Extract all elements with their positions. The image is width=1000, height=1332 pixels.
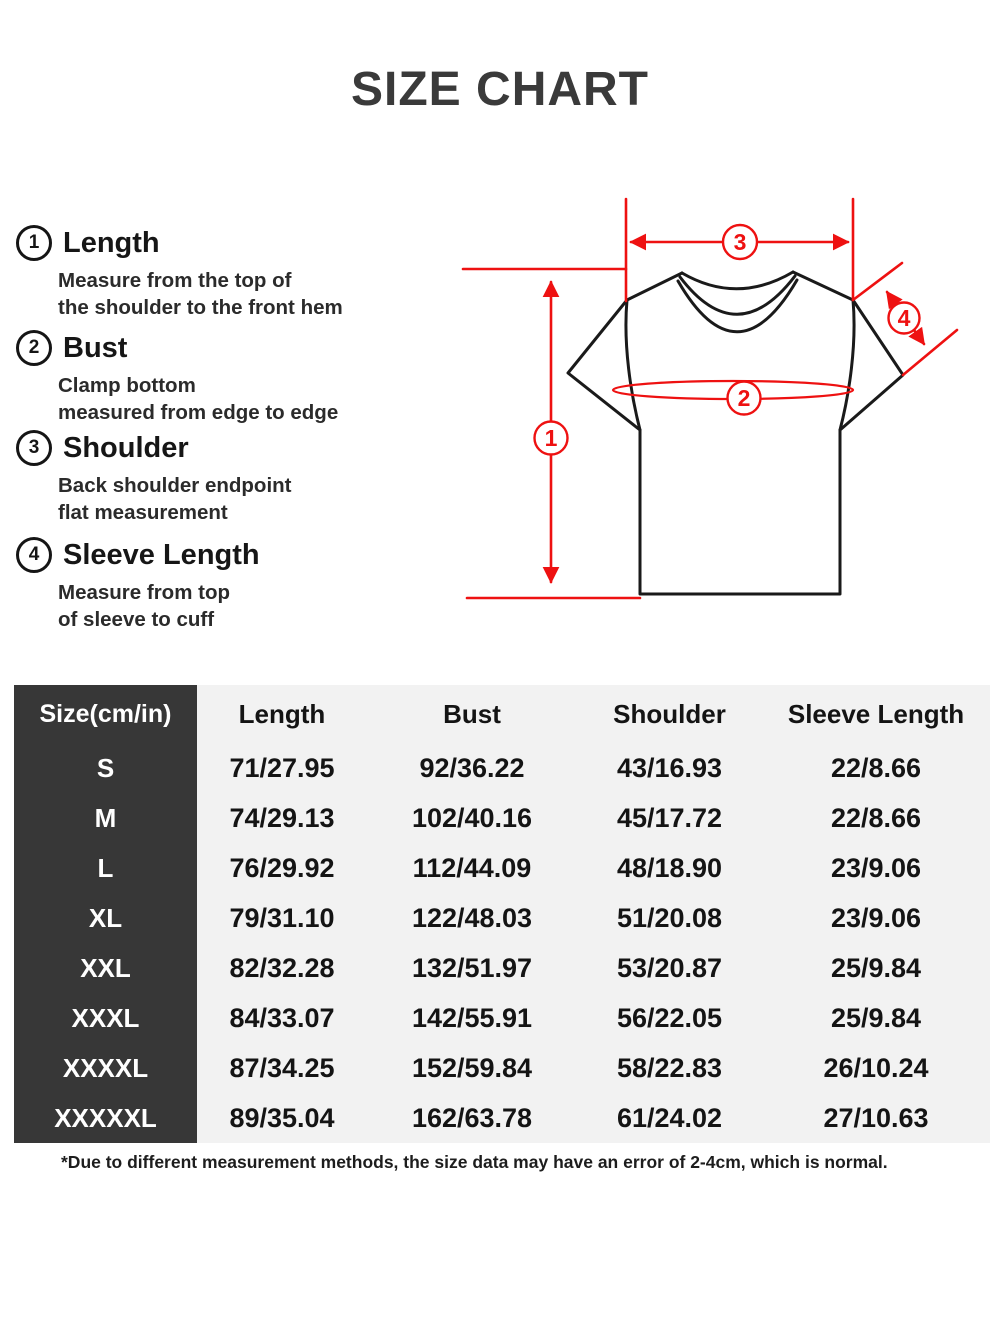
size-label: XL	[14, 893, 197, 943]
column-header-bust: Bust	[443, 698, 501, 729]
column-header-size: Size(cm/in)	[14, 685, 197, 743]
table-cell: 102/40.16	[411, 802, 533, 833]
table-cell: 89/35.04	[229, 1102, 335, 1133]
measurement-lines	[463, 199, 957, 598]
measurement-error-footnote: *Due to different measurement methods, the size data may have an error of 2-4cm, which is normal.	[61, 1152, 888, 1172]
table-cell: 74/29.13	[229, 802, 335, 833]
table-cell: 23/9.06	[830, 852, 922, 883]
table-cell: 76/29.92	[229, 852, 335, 883]
instruction-description: Clamp bottom measured from edge to edge	[58, 374, 339, 424]
table-cell: 51/20.08	[616, 902, 723, 933]
marker-number-shoulder: 3	[733, 229, 747, 255]
table-cell: 58/22.83	[616, 1052, 723, 1083]
table-cell: 25/9.84	[830, 1002, 922, 1033]
column-header-sleeve-length: Sleeve Length	[787, 698, 965, 729]
size-label: XXXXL	[14, 1043, 197, 1093]
table-cell: 142/55.91	[411, 1002, 533, 1033]
table-cell: 53/20.87	[616, 952, 723, 983]
sleeve-extension-line-bottom	[903, 330, 957, 375]
table-cell: 22/8.66	[830, 802, 922, 833]
column-header-length: Length	[238, 698, 326, 729]
table-cell: 71/27.95	[229, 752, 335, 783]
marker-number-bust: 2	[737, 385, 751, 411]
instruction-bust	[16, 330, 436, 426]
instruction-length	[16, 225, 436, 321]
table-cell: 82/32.28	[229, 952, 335, 983]
size-label: XXXXXL	[14, 1093, 197, 1143]
size-table	[14, 685, 990, 1143]
size-label: L	[14, 843, 197, 893]
table-cell: 48/18.90	[616, 852, 723, 883]
table-cell: 45/17.72	[616, 802, 723, 833]
sleeve-extension-line-top	[853, 263, 902, 300]
table-cell: 61/24.02	[616, 1102, 723, 1133]
marker-number-sleeve: 4	[897, 305, 911, 331]
table-cell: 84/33.07	[229, 1002, 335, 1033]
instruction-description: Back shoulder endpoint flat measurement	[58, 474, 292, 524]
table-cell: 56/22.05	[616, 1002, 723, 1033]
instruction-label: Bust	[63, 331, 128, 364]
table-cell: 152/59.84	[411, 1052, 533, 1083]
table-cell: 27/10.63	[823, 1102, 929, 1133]
table-cell: 79/31.10	[229, 902, 335, 933]
instruction-sleeve-length	[16, 537, 436, 633]
table-cell: 132/51.97	[411, 952, 533, 983]
instruction-shoulder	[16, 430, 436, 526]
diagram-markers	[535, 225, 920, 455]
instruction-label: Shoulder	[63, 431, 189, 464]
column-header-shoulder: Shoulder	[613, 698, 726, 729]
table-cell: 43/16.93	[616, 752, 723, 783]
instruction-label: Length	[63, 226, 160, 259]
page-title: SIZE CHART	[351, 63, 649, 116]
instruction-description: Measure from the top of the shoulder to the front hem	[58, 269, 343, 319]
circled-number-4-icon: 4	[16, 537, 52, 573]
size-label: M	[14, 793, 197, 843]
table-cell: 23/9.06	[830, 902, 922, 933]
table-cell: 92/36.22	[419, 752, 525, 783]
size-label: XXL	[14, 943, 197, 993]
table-cell: 162/63.78	[411, 1102, 533, 1133]
circled-number-1-icon: 1	[16, 225, 52, 261]
circled-number-2-icon: 2	[16, 330, 52, 366]
table-cell: 25/9.84	[830, 952, 922, 983]
table-cell: 87/34.25	[229, 1052, 335, 1083]
table-cell: 22/8.66	[830, 752, 922, 783]
instruction-description: Measure from top of sleeve to cuff	[58, 581, 230, 631]
instruction-label: Sleeve Length	[63, 538, 260, 571]
size-label: S	[14, 743, 197, 793]
table-cell: 26/10.24	[823, 1052, 929, 1083]
circled-number-3-icon: 3	[16, 430, 52, 466]
table-cell: 122/48.03	[411, 902, 533, 933]
tshirt-outline	[568, 272, 903, 594]
marker-number-length: 1	[544, 425, 558, 451]
table-cell: 112/44.09	[412, 852, 532, 883]
size-label: XXXL	[14, 993, 197, 1043]
tshirt-measurement-diagram	[440, 180, 1000, 660]
